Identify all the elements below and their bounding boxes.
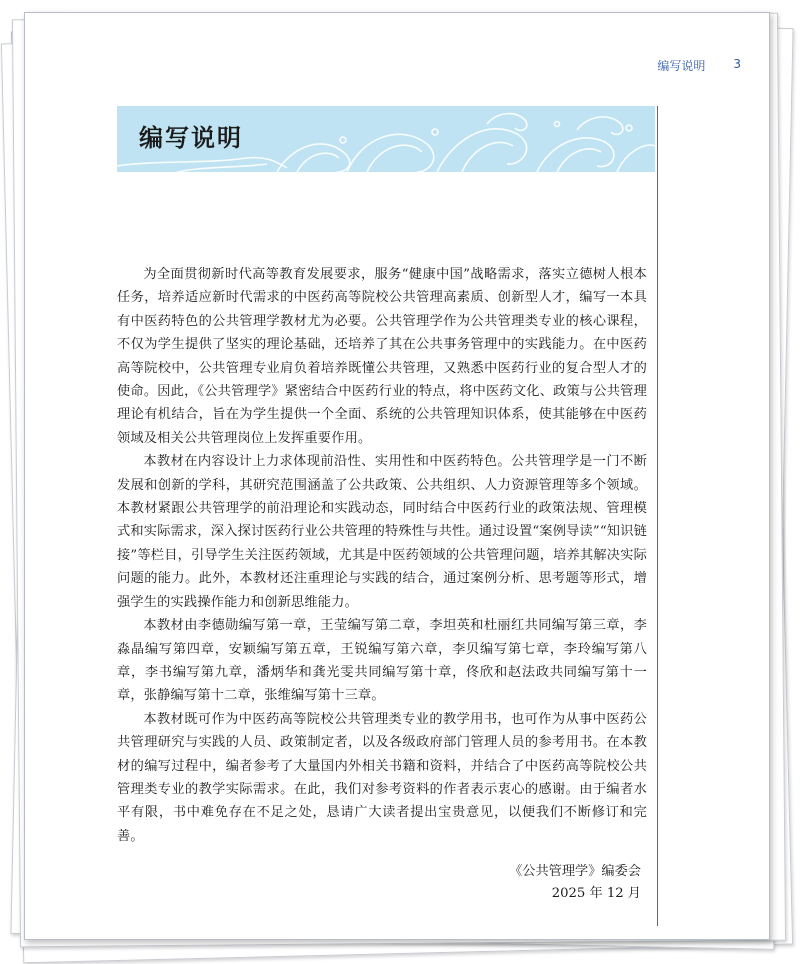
paragraph: 为全面贯彻新时代高等教育发展要求，服务“健康中国”战略需求，落实立德树人根本任务，培养适应新时代需求的中医药高等院校公共管理高素质、创新型人才，编写一本具有中医药特色的公共管理学教材尤为必要。公共管理学作为公共管理类专业的核心课程，不仅为学生提供了坚实的理论基础，还培养了其在公共事务管理中的实践能力。在中医药高等院校中，公共管理专业肩负着培养既懂公共管理，又熟悉中医药行业的复合型人才的使命。因此，《公共管理学》紧密结合中医药行业的特点，将中医药文化、政策与公共管理理论有机结合，旨在为学生提供一个全面、系统的公共管理知识体系，使其能够在中医药领域及相关公共管理岗位上发挥重要作用。	[117, 267, 647, 446]
book-page	[24, 12, 770, 940]
page-number: 3	[733, 57, 741, 71]
banner-title: 编写说明	[139, 123, 243, 152]
vertical-rule	[657, 106, 658, 926]
paragraph: 本教材既可作为中医药高等院校公共管理类专业的教学用书，也可作为从事中医药公共管理研究与实践的人员、政策制定者，以及各级政府部门管理人员的参考用书。在本教材的编写过程中，编者参考了大量国内外相关书籍和资料，并结合了中医药高等院校公共管理类专业的教学实际需求。在此，我们对参考资料的作者表示衷心的感谢。由于编者水平有限，书中难免存在不足之处，恳请广大读者提出宝贵意见，以便我们不断修订和完善。	[117, 711, 647, 844]
paragraph: 本教材由李德勋编写第一章，王莹编写第二章，李坦英和杜丽红共同编写第三章，李淼晶编写第四章，安颖编写第五章，王锐编写第六章，李贝编写第七章，李玲编写第八章，李书编写第九章，潘炳华和龚光雯共同编写第十章，佟欣和赵法政共同编写第十一章，张静编写第十二章，张维编写第十三章。	[117, 618, 647, 704]
publication-date: 2025 年 12 月	[551, 886, 641, 901]
running-head	[657, 57, 741, 74]
preface-body	[117, 263, 647, 848]
signature-block	[509, 861, 641, 905]
running-head-section: 编写说明	[657, 59, 706, 73]
chapter-banner	[117, 106, 655, 172]
paragraph: 本教材在内容设计上力求体现前沿性、实用性和中医药特色。公共管理学是一门不断发展和创新的学科，其研究范围涵盖了公共政策、公共组织、人力资源管理等多个领域。本教材紧跟公共管理学的前沿理论和实践动态，同时结合中医药行业的政策法规、管理模式和实际需求，深入探讨医药行业公共管理的特殊性与共性。通过设置“案例导读”“知识链接”等栏目，引导学生关注医药领域，尤其是中医药领域的公共管理问题，培养其解决实际问题的能力。此外，本教材还注重理论与实践的结合，通过案例分析、思考题等形式，增强学生的实践操作能力和创新思维能力。	[117, 454, 647, 610]
editorial-committee: 《公共管理学》编委会	[509, 864, 641, 879]
